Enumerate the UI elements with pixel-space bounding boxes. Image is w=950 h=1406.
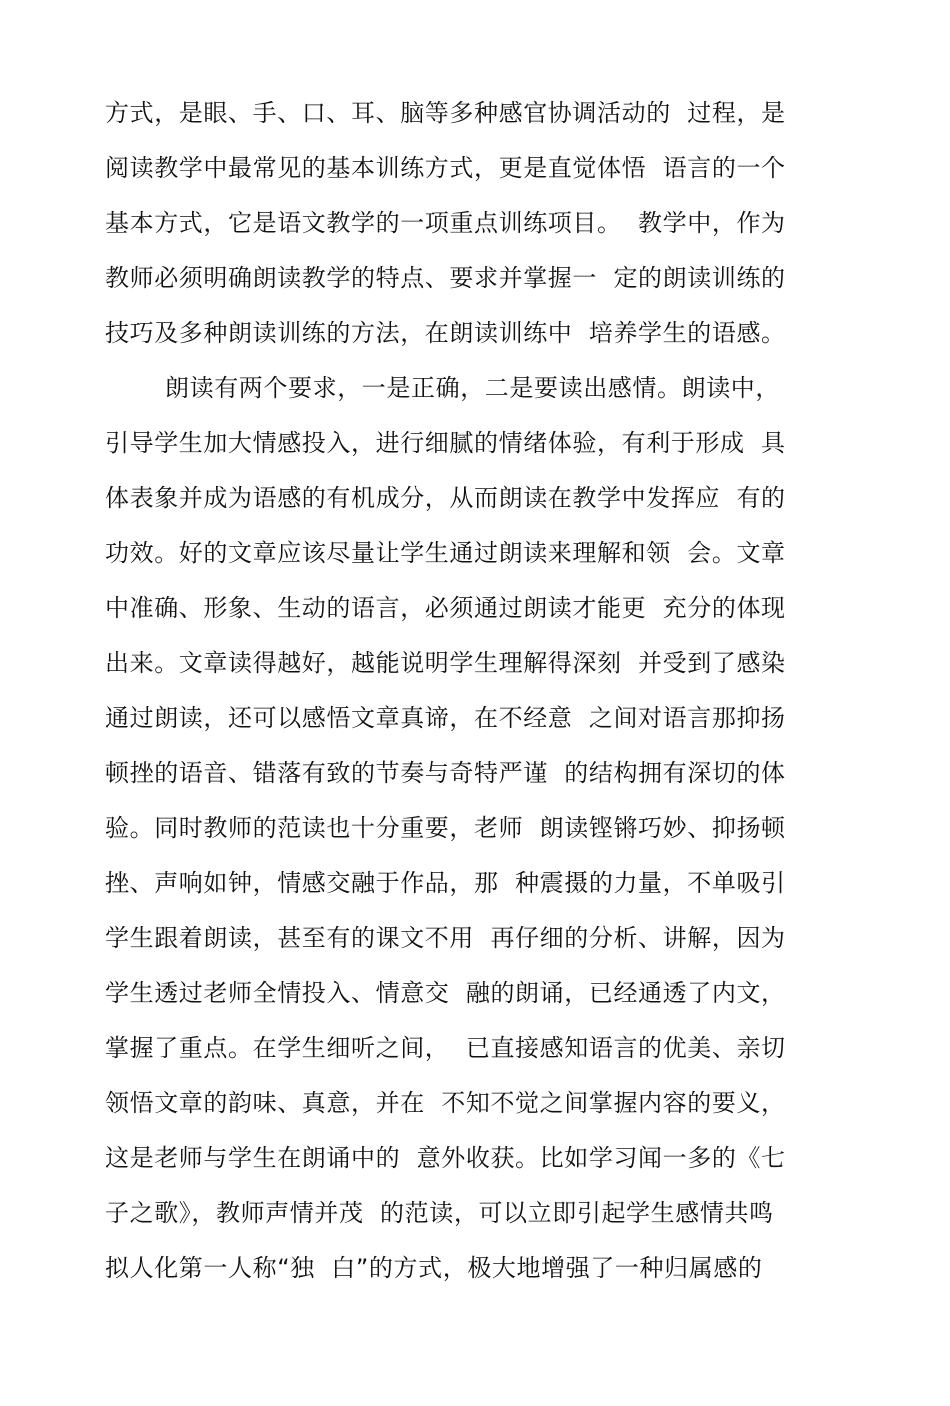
text-line: 领悟文章的韵味、真意，并在 不知不觉之间掌握内容的要义， <box>105 1089 786 1117</box>
text-line: 阅读教学中最常见的基本训练方式，更是直觉体悟 语言的一个 <box>105 154 786 182</box>
text-line: 掌握了重点。在学生细听之间， 已直接感知语言的优美、亲切 <box>105 1034 786 1062</box>
text-line: 顿挫的语音、错落有致的节奏与奇特严谨 的结构拥有深切的体 <box>105 759 786 787</box>
text-line: 这是老师与学生在朗诵中的 意外收获。比如学习闻一多的《七 <box>105 1144 786 1172</box>
text-line: 验。同时教师的范读也十分重要，老师 朗读铿锵巧妙、抑扬顿 <box>105 814 786 842</box>
text-line: 子之歌》，教师声情并茂 的范读，可以立即引起学生感情共鸣 <box>105 1199 774 1227</box>
text-line: 技巧及多种朗读训练的方法，在朗读训练中 培养学生的语感。 <box>105 319 786 347</box>
text-line: 学生跟着朗读，甚至有的课文不用 再仔细的分析、讲解，因为 <box>105 924 786 952</box>
text-line: 引导学生加大情感投入，进行细腻的情绪体验，有利于形成 具 <box>105 429 786 457</box>
text-line: 挫、声响如钟，情感交融于作品，那 种震摄的力量，不单吸引 <box>105 869 786 897</box>
text-line: 拟人化第一人称“独 白”的方式，极大地增强了一种归属感的 <box>105 1254 763 1282</box>
text-line: 功效。好的文章应该尽量让学生通过朗读来理解和领 会。文章 <box>105 539 786 567</box>
text-line: 方式，是眼、手、口、耳、脑等多种感官协调活动的 过程，是 <box>105 99 786 127</box>
text-line: 通过朗读，还可以感悟文章真谛，在不经意 之间对语言那抑扬 <box>105 704 786 732</box>
text-line: 出来。文章读得越好，越能说明学生理解得深刻 并受到了感染 <box>105 649 786 677</box>
text-line: 中准确、形象、生动的语言，必须通过朗读才能更 充分的体现 <box>105 594 786 622</box>
paragraph-first-line: 朗读有两个要求，一是正确，二是要读出感情。朗读中， <box>165 374 780 402</box>
text-line: 体表象并成为语感的有机成分，从而朗读在教学中发挥应 有的 <box>105 484 786 512</box>
text-line: 教师必须明确朗读教学的特点、要求并掌握一 定的朗读训练的 <box>105 264 786 292</box>
text-line: 基本方式，它是语文教学的一项重点训练项目。 教学中，作为 <box>105 209 786 237</box>
text-line: 学生透过老师全情投入、情意交 融的朗诵，已经通透了内文， <box>105 979 786 1007</box>
